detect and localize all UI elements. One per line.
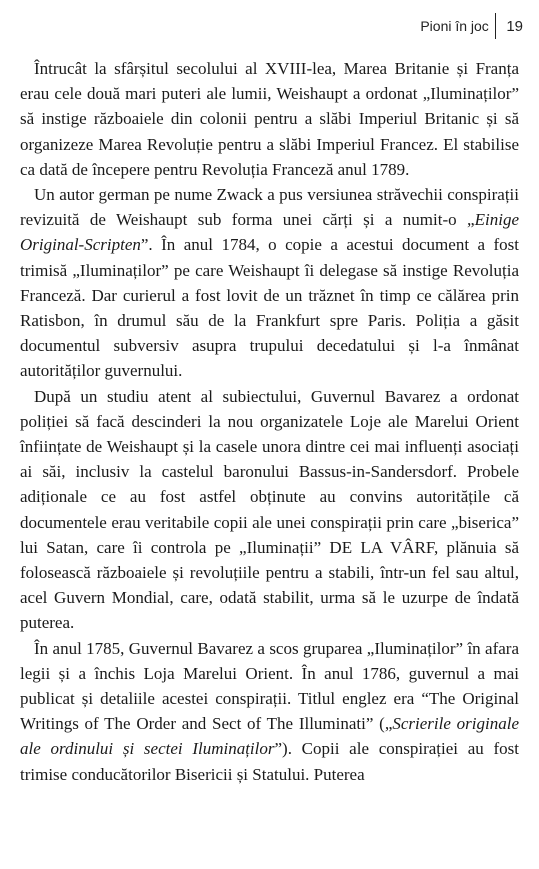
paragraph-text: ”). Copii ale conspirației au fost trimise conducătorilor Bisericii și Statului. Puterea	[20, 739, 519, 784]
running-title: Pioni în joc	[420, 18, 489, 34]
paragraph	[20, 636, 519, 787]
body-text	[20, 56, 519, 787]
italic-book-title: Einige Original-Scripten	[20, 210, 519, 255]
paragraph	[20, 384, 519, 636]
italic-translated-title: Scrierile originale ale ordinului și sectei Iluminaților	[20, 714, 519, 759]
running-head	[420, 14, 523, 38]
paragraph	[20, 182, 519, 384]
paragraph-text: Întrucât la sfârșitul secolului al XVIII-lea, Marea Britanie și Franța erau cele două mari puteri ale lumii, Weishaupt a ordonat „Iluminaților” să instige războaiele din colonii pentru a slăbi Imperiul Britanic și să organizeze Marea Revoluție pentru a slăbi Imperiul Francez. El stabilise ca dată de începere pentru Revoluția Franceză anul 1789.	[20, 59, 519, 179]
page-number: 19	[506, 17, 523, 35]
paragraph	[20, 56, 519, 182]
paragraph-text: În anul 1785, Guvernul Bavarez a scos gruparea „Iluminaților” în afara legii și a închis Loja Marelui Orient. În anul 1786, guvernul a mai publicat și detaliile acestei conspirații. Titlul englez era “The Original Writings of The Order and Sect of The Illuminati” („	[20, 638, 519, 734]
paragraph-text: ”. În anul 1784, o copie a acestui document a fost trimisă „Iluminaților” pe care Weishaupt îi delegase să instige Revoluția Franceză. Dar curierul a fost lovit de un trăznet în timp ce călărea prin Ratisbon, în drumul său de la Frankfurt spre Paris. Poliția a găsit documentul subversiv asupra trupului decedatului și l-a înmânat autorităților guvernului.	[20, 235, 519, 381]
paragraph-text: Un autor german pe nume Zwack a pus versiunea străvechii conspirații revizuită de Weishaupt sub forma unei cărți și a numit-o „	[20, 185, 519, 230]
header-divider	[495, 13, 497, 39]
paragraph-text: După un studiu atent al subiectului, Guvernul Bavarez a ordonat poliției să facă descinderi la nou organizatele Loje ale Marelui Orient înființate de Weishaupt și la casele unora dintre cei mai influenți asociați ai săi, inclusiv la castelul baronului Bassus-in-Sandersdorf. Probele adiționale ce au fost astfel obținute au convins autoritățile că documentele erau veritabile copii ale unei conspirații prin care „biserica” lui Satan, care îi controla pe „Iluminații” DE LA VÂRF, plănuia să folosească războaiele și revoluțiile pentru a stabili, într-un fel sau altul, acel Guvern Mondial, care, odată stabilit, urma să le uzurpe de îndată puterea.	[20, 386, 519, 633]
